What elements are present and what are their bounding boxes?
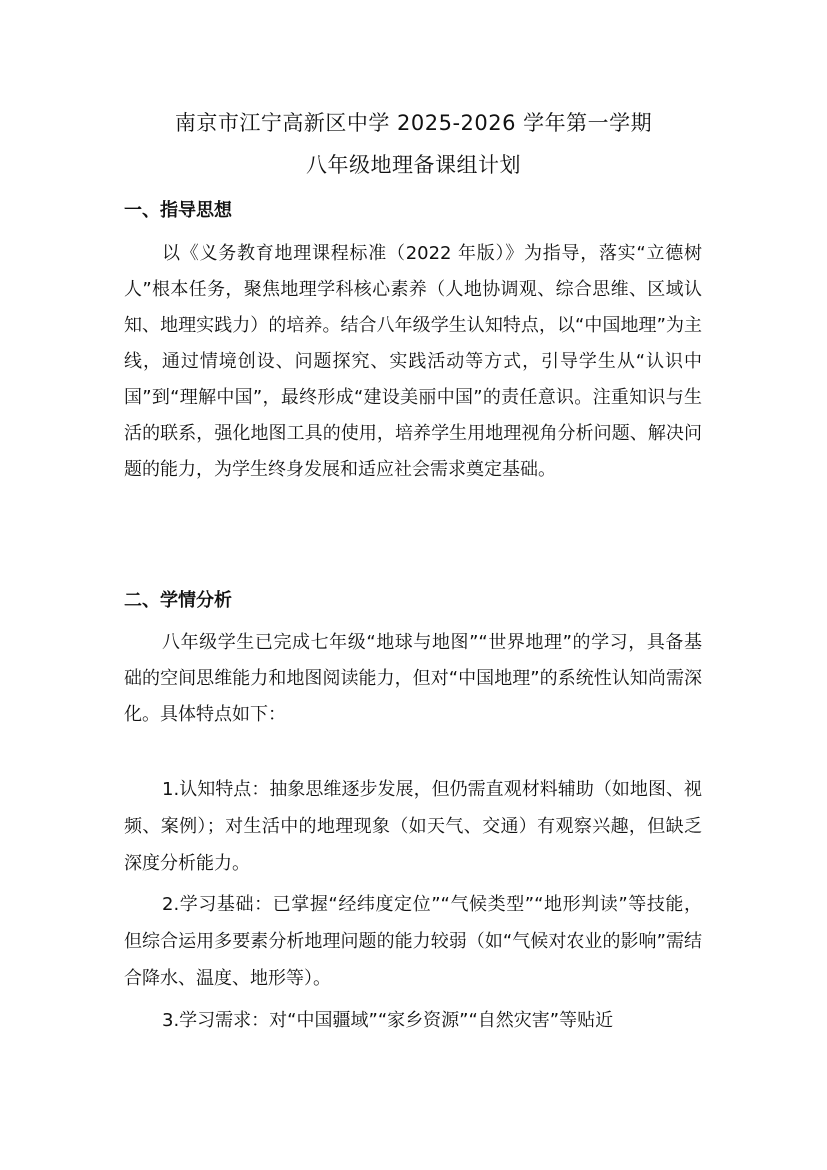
paragraph-guiding-ideology: 以《义务教育地理课程标准（2022 年版）》为指导，落实“立德树人”根本任务，聚焦地理学科核心素养（人地协调观、综合思维、区域认知、地理实践力）的培养。结合八年级学生认知特点，以“中国地理”为主线，通过情境创设、问题探究、实践活动等方式，引导学生从“认识中国”到“理解中国”，最终形成“建设美丽中国”的责任意识。注重知识与生活的联系，强化地图工具的使用，培养学生用地理视角分析问题、解决问题的能力，为学生终身发展和适应社会需求奠定基础。 (124, 243, 702, 480)
document-subtitle: 八年级地理备课组计划 (306, 153, 521, 177)
section-heading-guiding-ideology: 一、指导思想 (124, 200, 232, 221)
document-title: 南京市江宁高新区中学 2025-2026 学年第一学期 (174, 111, 653, 135)
section-heading-student-analysis: 二、学情分析 (124, 590, 232, 611)
paragraph-learning-foundation: 2.学习基础：已掌握“经纬度定位”“气候类型”“地形判读”等技能，但综合运用多要素分析地理问题的能力较弱（如“气候对农业的影响”需结合降水、温度、地形等）。 (124, 894, 702, 989)
paragraph-learning-needs: 3.学习需求：对“中国疆域”“家乡资源”“自然灾害”等贴近 (162, 1010, 614, 1031)
paragraph-student-overview: 八年级学生已完成七年级“地球与地图”“世界地理”的学习，具备基础的空间思维能力和地图阅读能力，但对“中国地理”的系统性认知尚需深化。具体特点如下： (124, 632, 702, 725)
paragraph-cognitive-traits: 1.认知特点：抽象思维逐步发展，但仍需直观材料辅助（如地图、视频、案例）；对生活中的地理现象（如天气、交通）有观察兴趣，但缺乏深度分析能力。 (124, 779, 702, 874)
